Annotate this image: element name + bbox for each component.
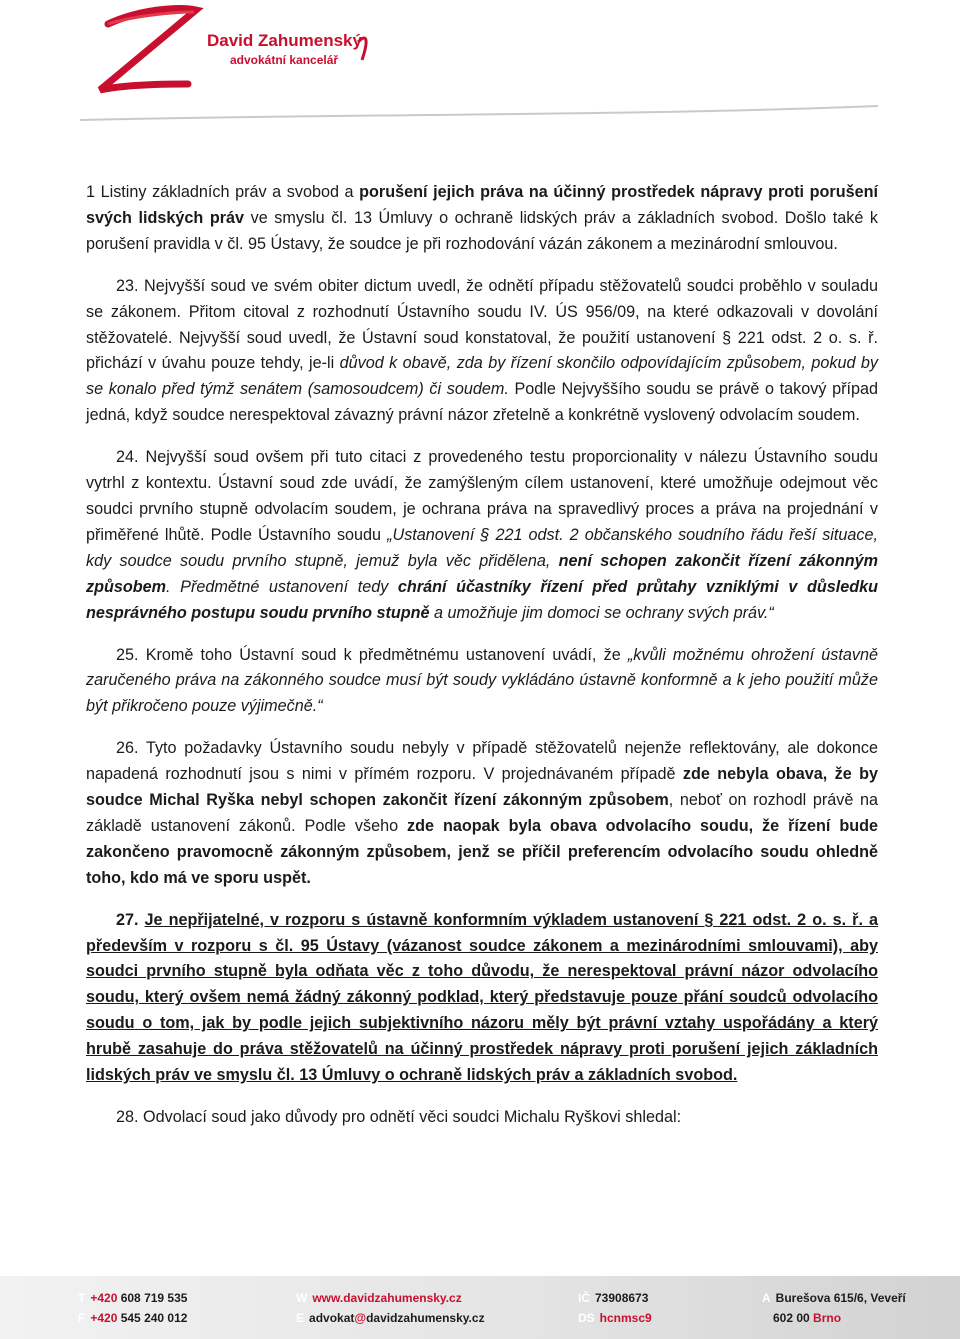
paragraph-23: 23. Nejvyšší soud ve svém obiter dictum uvedl, že odnětí případu stěžovatelů soudci proběhlo v souladu se zákonem. Přitom citoval z rozhodnutí Ústavního soudu IV. ÚS 956/09, na které odkazovali v dovolání stěžovatelé. Nejvyšší soud uvedl, že Ústavní soud konstatoval, že použití ustanovení § 221 odst. 2 o. s. ř. přichází v úvahu pouze tehdy, je-li důvod k obavě, zda by řízení skončilo odpovídajícím způsobem, pokud by se konalo před týmž senátem (samosoudcem) či soudem. Podle Nejvyššího soudu se právě o takový případ jedná, když soudce nerespektoval závazný právní názor zřetelně a konkrétně vyslovený odvolacím soudem. — [86, 276, 878, 425]
footer-address — [762, 1288, 906, 1328]
brand-name: David Zahumenský — [207, 31, 362, 50]
footer-web-email — [296, 1288, 485, 1328]
logo-z-mark — [78, 2, 378, 102]
brand-subtitle: advokátní kancelář — [230, 53, 339, 67]
paragraph-22-continued: 1 Listiny základních práv a svobod a porušení jejich práva na účinný prostředek nápravy proti porušení svých lidských práv ve smyslu čl. 13 Úmluvy o ochraně lidských práv a základních svobod. Došlo také k porušení pravidla v čl. 95 Ústavy, že soudce je při rozhodování vázán zákonem a mezinárodní smlouvou. — [86, 183, 878, 253]
paragraph-28: 28. Odvolací soud jako důvody pro odnětí věci soudci Michalu Ryškovi shledal: — [116, 1108, 682, 1126]
page-footer — [0, 1276, 960, 1339]
footer-fax: F +420 545 240 012 — [78, 1311, 188, 1325]
header-swoosh-line — [80, 100, 880, 140]
paragraph-25: 25. Kromě toho Ústavní soud k předmětnému ustanovení uvádí, že „kvůli možnému ohrožení ústavně zaručeného práva na zákonného soudce musí být soudy vykládáno ústavně konformně a k jeho použití může být přikročeno pouze výjimečně.“ — [86, 645, 878, 716]
paragraph-27: 27. Je nepřijatelné, v rozporu s ústavně konformním výkladem ustanovení § 221 odst. 2 o. s. ř. a především v rozporu s čl. 95 Ústavy (vázanost soudce zákonem a mezinárodními smlouvami), aby soudci prvního stupně byla odňata věc z toho důvodu, že nerespektoval právní názor odvolacího soudu, který ovšem nemá žádný zákonný podklad, který představuje pouze přání soudců odvolacího soudu o tom, jak by podle jejich subjektivního názoru měly být právní vztahy uspořádány a který hrubě zasahuje do práva stěžovatelů na účinný prostředek nápravy proti porušení jejich základních lidských práv ve smyslu čl. 13 Úmluvy o ochraně lidských práv a základních svobod. — [86, 910, 878, 1085]
footer-address-line2: 602 00 Brno — [773, 1311, 842, 1325]
page-header — [0, 0, 960, 160]
footer-ds: DS hcnmsc9 — [578, 1311, 652, 1325]
paragraph-26: 26. Tyto požadavky Ústavního soudu nebyly v případě stěžovatelů nejenže reflektovány, ale dokonce napadená rozhodnutí jsou s nimi v přímém rozporu. V projednávaném případě zde nebyla obava, že by soudce Michal Ryška nebyl schopen zakončit řízení zákonným způsobem, neboť on rozhodl právě na základě ustanovení zákonů. Podle všeho zde naopak byla obava odvolacího soudu, že řízení bude zakončeno pravomocně zákonným způsobem, jenž se příčil preferencím odvolacího soudu ohledně toho, kdo má ve sporu uspět. — [86, 739, 878, 887]
footer-phone: T +420 608 719 535 — [78, 1291, 188, 1305]
footer-email[interactable]: E advokat@davidzahumensky.cz — [296, 1311, 485, 1325]
footer-phones — [78, 1288, 187, 1328]
footer-ic: IČ 73908673 — [578, 1291, 649, 1305]
paragraph-24: 24. Nejvyšší soud ovšem při tuto citaci z provedeného testu proporcionality v nálezu Ústavního soudu vytrhl z kontextu. Ústavní soud zde uvádí, že zamýšleným cílem ustanovení, které umožňuje odejmout věc soudci prvního stupně odvolacím soudem, je ochrana práva na spravedlivý proces a práva na projednání v přiměřené lhůtě. Podle Ústavního soudu „Ustanovení § 221 odst. 2 občanského soudního řádu řeší situace, kdy soudce soudu prvního stupně, jemuž byla věc přidělena, není schopen zakončit řízení zákonným způsobem. Předmětné ustanovení tedy chrání účastníky řízení před průtahy vzniklými v důsledku nesprávného postupu soudu prvního stupně a umožňuje jim domoci se ochrany svých práv.“ — [86, 448, 879, 622]
document-body — [86, 180, 878, 1147]
footer-web[interactable]: W www.davidzahumensky.cz — [296, 1291, 462, 1305]
footer-address-line1: A Burešova 615/6, Veveří — [762, 1291, 906, 1305]
footer-ids — [578, 1288, 652, 1328]
